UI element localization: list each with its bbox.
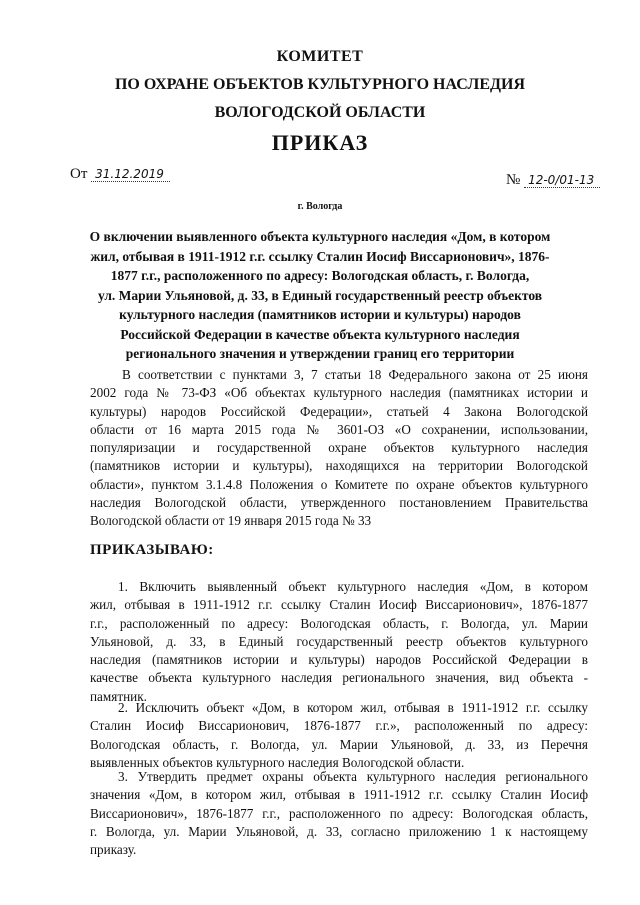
date-prefix: От xyxy=(70,166,88,182)
order-item-3 xyxy=(90,768,588,859)
text-line: популяризации и государственной охране объектов культурного наследия xyxy=(90,440,588,456)
text-line: области от 16 марта 2015 года № 3601-ОЗ «О сохранении, использовании, xyxy=(90,421,588,437)
document-type: ПРИКАЗ xyxy=(271,130,369,155)
text-line: Виссарионович», 1876-1877 г.г., расположенного по адресу: Вологодская область, xyxy=(90,805,588,821)
text-line: г.г., расположенный по адресу: Вологодская область, г. Вологда, ул. Марии xyxy=(90,615,588,631)
title-line: Российской Федерации в качестве объекта культурного наследия xyxy=(120,326,520,342)
title-line: 1877 г.г., расположенного по адресу: Вологодская область, г. Вологда, xyxy=(110,268,530,283)
title-line: ул. Марии Ульяновой, д. 33, в Единый государственный реестр объектов xyxy=(97,287,543,303)
number-handwritten: 12-0/01-13 xyxy=(524,173,600,188)
date-field xyxy=(70,166,170,183)
text-line: жил, отбывая в 1911-1912 г.г. ссылку Сталин Иосиф Виссарионович», 1876-1877 xyxy=(90,597,588,613)
date-handwritten: 31.12.2019 xyxy=(91,167,170,182)
title-line: жил, отбывая в 1911-1912 г.г. ссылку Сталин Иосиф Виссарионович», 1876- xyxy=(90,248,550,264)
title-line: культурного наследия (памятников истории и культуры) народов xyxy=(119,307,521,322)
text-line: г. Вологда, ул. Марии Ульяновой, д. 33, согласно приложению 1 к настоящему xyxy=(90,823,588,839)
order-item-1 xyxy=(90,578,588,706)
title-line: О включении выявленного объекта культурного наследия «Дом, в котором xyxy=(89,229,551,244)
text-line: Вологодской области от 19 января 2015 года № 33 xyxy=(90,513,372,529)
text-line: приказу. xyxy=(90,842,137,858)
text-line: культуры) народов Российской Федерации», статьей 4 Закона Вологодской xyxy=(90,403,588,419)
number-prefix: № xyxy=(506,172,521,188)
preamble-paragraph xyxy=(90,366,588,531)
committee-subtitle: ПО ОХРАНЕ ОБЪЕКТОВ КУЛЬТУРНОГО НАСЛЕДИЯ xyxy=(114,76,526,93)
text-line: памятник. xyxy=(90,688,147,704)
city-label: г. Вологда xyxy=(297,201,343,212)
text-line: Вологодская область, г. Вологда, ул. Марии Ульяновой, д. 33, из Перечня xyxy=(90,736,588,752)
title-line: регионального значения и утверждении границ его территории xyxy=(125,346,515,361)
text-line: качестве объекта культурного наследия регионального значения, вид объекта - xyxy=(90,670,588,686)
text-line: Сталин Иосиф Виссарионович, 1876-1877 г.г.», расположенный по адресу: xyxy=(90,718,588,734)
number-field xyxy=(506,172,600,189)
order-heading: ПРИКАЗЫВАЮ: xyxy=(90,542,214,558)
text-line: 1. Включить выявленный объект культурного наследия «Дом, в котором xyxy=(118,579,588,594)
text-line: 2. Исключить объект «Дом, в котором жил, отбывая в 1911-1912 г.г. ссылку xyxy=(118,700,588,715)
text-line: значения «Дом, в котором жил, отбывая в 1911-1912 г.г. ссылку Сталин Иосиф xyxy=(90,787,588,803)
text-line: Ульяновой, д. 33, в Единый государственный реестр объектов культурного xyxy=(90,633,588,649)
order-item-2 xyxy=(90,699,588,772)
text-line: 2002 года № 73-ФЗ «Об объектах культурного наследия (памятниках истории и xyxy=(90,385,588,401)
text-line: наследия (памятников истории и культуры) народов Российской Федерации в xyxy=(90,652,588,668)
text-line: (памятников истории и культуры), находящихся на территории Вологодской xyxy=(90,458,588,474)
text-line: В соответствии с пунктами 3, 7 статьи 18 Федерального закона от 25 июня xyxy=(122,367,588,382)
text-line: области», пунктом 3.1.4.8 Положения о Комитете по охране объектов культурного xyxy=(90,476,588,492)
text-line: 3. Утвердить предмет охраны объекта культурного наследия регионального xyxy=(118,769,588,784)
order-title xyxy=(60,227,580,364)
committee-title: КОМИТЕТ xyxy=(276,48,364,65)
committee-region: ВОЛОГОДСКОЙ ОБЛАСТИ xyxy=(214,104,426,121)
text-line: наследия Вологодской области, утвержденного постановлением Правительства xyxy=(90,495,588,511)
text-line: выявленных объектов культурного наследия Вологодской области. xyxy=(90,754,465,770)
